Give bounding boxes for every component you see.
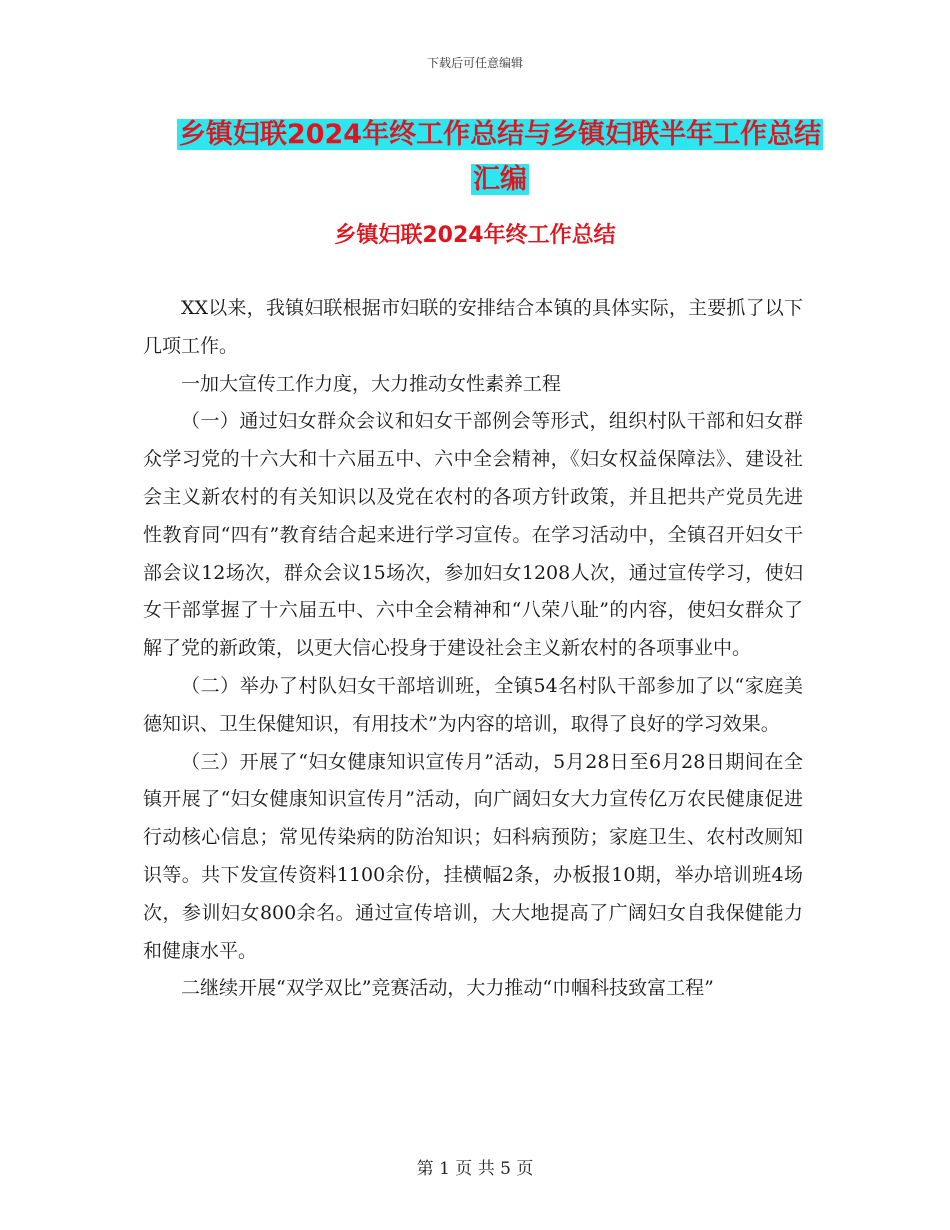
section-heading: 一加大宣传工作力度，大力推动女性素养工程 <box>181 372 562 395</box>
section-heading: 二继续开展“双学双比”竞赛活动，大力推动“巾帼科技致富工程” <box>181 977 714 1000</box>
section-title: 乡镇妇联2024年终工作总结 <box>334 223 616 248</box>
paragraph: （一）通过妇女群众会议和妇女干部例会等形式，组织村队干部和妇女群众学习党的十六大和十六届五中、六中全会精神，《妇女权益保障法》、建设社会主义新农村的有关知识以及党在农村的各项方针政策，并且把共产党员先进性教育同“四有”教育结合起来进行学习宣传。在学习活动中，全镇召开妇女干部会议12场次，群众会议15场次，参加妇女1208人次，通过宣传学习，使妇女干部掌握了十六届五中、六中全会精神和“八荣八耻”的内容，使妇女群众了解了党的新政策，以更大信心投身于建设社会主义新农村的各项事业中。 <box>143 410 803 660</box>
document-title <box>140 112 860 202</box>
paragraph: （三）开展了“妇女健康知识宣传月”活动，5月28日至6月28日期间在全镇开展了“妇女健康知识宣传月”活动，向广阔妇女大力宣传亿万农民健康促进行动核心信息；常见传染病的防治知识；妇科病预防；家庭卫生、农村改厕知识等。共下发宣传资料1100余份，挂横幅2条，办板报10期，举办培训班4场次，参训妇女800余名。通过宣传培训，大大地提高了广阔妇女自我保健能力和健康水平。 <box>143 750 803 962</box>
document-body <box>143 290 803 1008</box>
page-header-note: 下载后可任意编辑 <box>426 56 523 70</box>
paragraph: XX以来，我镇妇联根据市妇联的安排结合本镇的具体实际，主要抓了以下几项工作。 <box>143 297 803 357</box>
page-number: 第 1 页 共 5 页 <box>416 1159 534 1179</box>
document-title-line1: 乡镇妇联2024年终工作总结与乡镇妇联半年工作总结 <box>178 119 822 150</box>
document-title-line2: 汇编 <box>473 164 527 195</box>
paragraph: （二）举办了村队妇女干部培训班，全镇54名村队干部参加了以“家庭美德知识、卫生保健知识，有用技术”为内容的培训，取得了良好的学习效果。 <box>143 674 803 735</box>
